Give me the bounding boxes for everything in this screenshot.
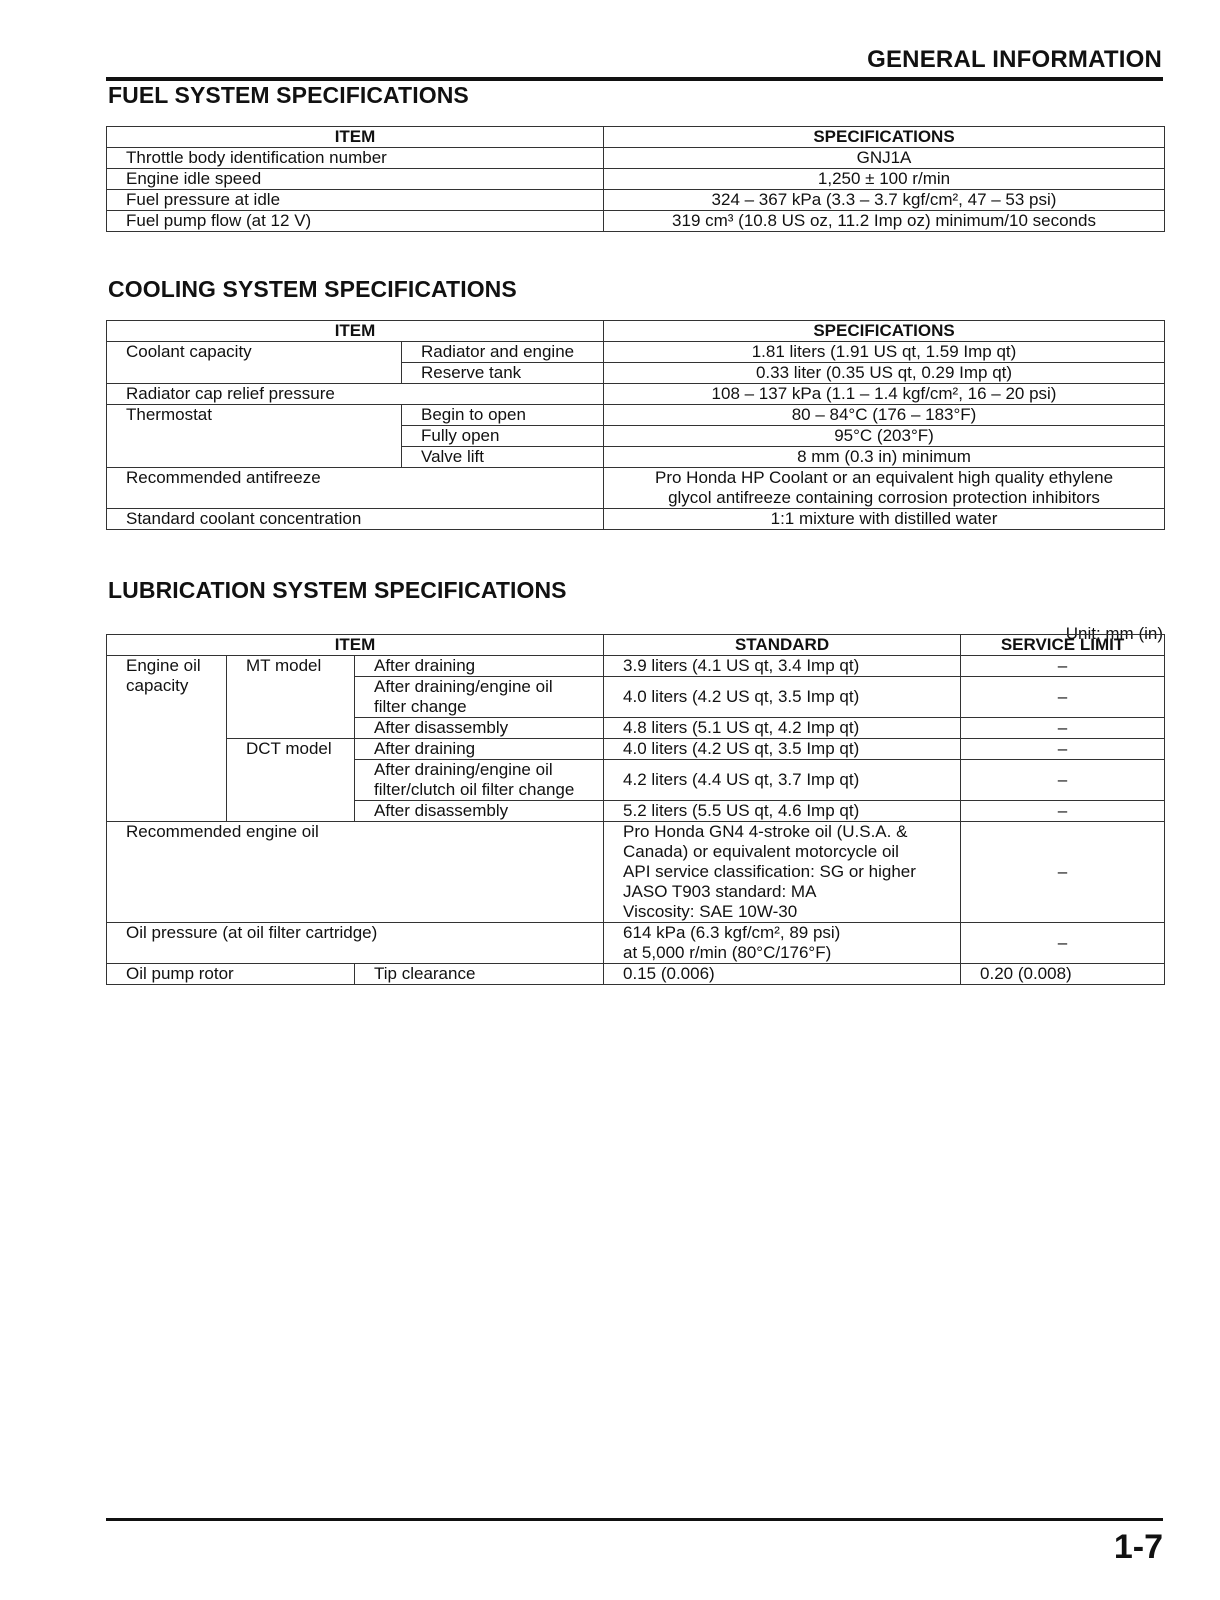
spec-cell [604, 468, 1165, 509]
sub-item-cell [355, 760, 604, 801]
table-row [107, 656, 1165, 677]
col-service-limit: SERVICE LIMIT [961, 635, 1165, 656]
standard-line: Viscosity: SAE 10W-30 [623, 902, 798, 921]
sub-item-cell: Valve lift [402, 447, 604, 468]
standard-cell: 4.2 liters (4.4 US qt, 3.7 Imp qt) [604, 760, 961, 801]
standard-line: Pro Honda GN4 4-stroke oil (U.S.A. & [623, 822, 908, 841]
table-row [107, 405, 1165, 426]
spec-cell: 0.33 liter (0.35 US qt, 0.29 Imp qt) [604, 363, 1165, 384]
table-row [107, 468, 1165, 509]
sub-item-cell: After draining [355, 739, 604, 760]
limit-cell: 0.20 (0.008) [961, 964, 1165, 985]
standard-line: Canada) or equivalent motorcycle oil [623, 842, 899, 861]
col-item: ITEM [107, 635, 604, 656]
label-line: filter/clutch oil filter change [374, 780, 575, 799]
sub-item-cell: Radiator and engine [402, 342, 604, 363]
table-row [107, 148, 1165, 169]
limit-cell: – [961, 923, 1165, 964]
standard-line: 614 kPa (6.3 kgf/cm², 89 psi) [623, 923, 841, 942]
thermostat-label: Thermostat [107, 405, 402, 468]
spec-cell: GNJ1A [604, 148, 1165, 169]
coolant-capacity-label: Coolant capacity [107, 342, 402, 384]
standard-cell: 4.8 liters (5.1 US qt, 4.2 Imp qt) [604, 718, 961, 739]
item-cell: Engine idle speed [107, 169, 604, 190]
table-row [107, 964, 1165, 985]
sub-item-cell: After disassembly [355, 801, 604, 822]
standard-line: at 5,000 r/min (80°C/176°F) [623, 943, 832, 962]
sub-item-cell: After draining [355, 656, 604, 677]
header-rule [106, 77, 1163, 81]
table-row [107, 739, 1165, 760]
fuel-section-title: FUEL SYSTEM SPECIFICATIONS [108, 82, 469, 108]
limit-cell: – [961, 656, 1165, 677]
label-line: filter change [374, 697, 467, 716]
col-spec: SPECIFICATIONS [604, 127, 1165, 148]
label-line: capacity [126, 676, 189, 695]
table-row [107, 822, 1165, 923]
item-cell: Oil pump rotor [107, 964, 355, 985]
standard-cell: 5.2 liters (5.5 US qt, 4.6 Imp qt) [604, 801, 961, 822]
standard-cell: 3.9 liters (4.1 US qt, 3.4 Imp qt) [604, 656, 961, 677]
table-row [107, 169, 1165, 190]
unit-note: Unit: mm (in) [1065, 624, 1163, 643]
spec-cell: 319 cm³ (10.8 US oz, 11.2 Imp oz) minimum/10 seconds [604, 211, 1165, 232]
item-cell: Fuel pressure at idle [107, 190, 604, 211]
col-item: ITEM [107, 321, 604, 342]
page-header-title: GENERAL INFORMATION [867, 46, 1162, 73]
col-item: ITEM [107, 127, 604, 148]
spec-line: glycol antifreeze containing corrosion protection inhibitors [668, 488, 1100, 507]
spec-line: Pro Honda HP Coolant or an equivalent high quality ethylene [654, 468, 1114, 487]
sub-item-cell [355, 677, 604, 718]
table-row [107, 384, 1165, 405]
standard-cell: 0.15 (0.006) [604, 964, 961, 985]
spec-cell: 95°C (203°F) [604, 426, 1165, 447]
limit-cell: – [961, 822, 1165, 923]
spec-cell: 324 – 367 kPa (3.3 – 3.7 kgf/cm², 47 – 53 psi) [604, 190, 1165, 211]
spec-cell: 1:1 mixture with distilled water [604, 509, 1165, 530]
item-cell: Recommended antifreeze [107, 468, 604, 509]
engine-oil-capacity-label [107, 656, 227, 822]
limit-cell: – [961, 739, 1165, 760]
table-row [107, 509, 1165, 530]
standard-cell [604, 822, 961, 923]
limit-cell: – [961, 677, 1165, 718]
table-row [107, 190, 1165, 211]
standard-cell [604, 923, 961, 964]
cooling-spec-table [106, 320, 1165, 530]
col-standard: STANDARD [604, 635, 961, 656]
item-cell: Recommended engine oil [107, 822, 604, 923]
sub-item-cell: Tip clearance [355, 964, 604, 985]
sub-item-cell: Reserve tank [402, 363, 604, 384]
table-header-row [107, 321, 1165, 342]
spec-cell: 108 – 137 kPa (1.1 – 1.4 kgf/cm², 16 – 20 psi) [604, 384, 1165, 405]
table-row [107, 342, 1165, 363]
limit-cell: – [961, 760, 1165, 801]
limit-cell: – [961, 801, 1165, 822]
sub-item-cell: Fully open [402, 426, 604, 447]
cooling-section-title: COOLING SYSTEM SPECIFICATIONS [108, 276, 517, 302]
table-header-row [107, 635, 1165, 656]
fuel-spec-table [106, 126, 1165, 232]
sub-item-cell: Begin to open [402, 405, 604, 426]
lubrication-section-title: LUBRICATION SYSTEM SPECIFICATIONS [108, 577, 567, 603]
label-line: Engine oil [126, 656, 201, 675]
spec-cell: 8 mm (0.3 in) minimum [604, 447, 1165, 468]
dct-model-label: DCT model [227, 739, 355, 822]
limit-cell: – [961, 718, 1165, 739]
footer-rule [106, 1518, 1163, 1521]
spec-cell: 1.81 liters (1.91 US qt, 1.59 Imp qt) [604, 342, 1165, 363]
sub-item-cell: After disassembly [355, 718, 604, 739]
mt-model-label: MT model [227, 656, 355, 739]
standard-cell: 4.0 liters (4.2 US qt, 3.5 Imp qt) [604, 739, 961, 760]
spec-cell: 80 – 84°C (176 – 183°F) [604, 405, 1165, 426]
table-row [107, 923, 1165, 964]
col-spec: SPECIFICATIONS [604, 321, 1165, 342]
table-header-row [107, 127, 1165, 148]
lubrication-spec-table [106, 634, 1165, 985]
standard-cell: 4.0 liters (4.2 US qt, 3.5 Imp qt) [604, 677, 961, 718]
page-number: 1-7 [1113, 1528, 1163, 1566]
item-cell: Standard coolant concentration [107, 509, 604, 530]
item-cell: Oil pressure (at oil filter cartridge) [107, 923, 604, 964]
item-cell: Throttle body identification number [107, 148, 604, 169]
standard-line: API service classification: SG or higher [623, 862, 916, 881]
item-cell: Fuel pump flow (at 12 V) [107, 211, 604, 232]
label-line: After draining/engine oil [374, 677, 553, 696]
label-line: After draining/engine oil [374, 760, 553, 779]
table-row [107, 211, 1165, 232]
item-cell: Radiator cap relief pressure [107, 384, 604, 405]
spec-cell: 1,250 ± 100 r/min [604, 169, 1165, 190]
standard-line: JASO T903 standard: MA [623, 882, 817, 901]
